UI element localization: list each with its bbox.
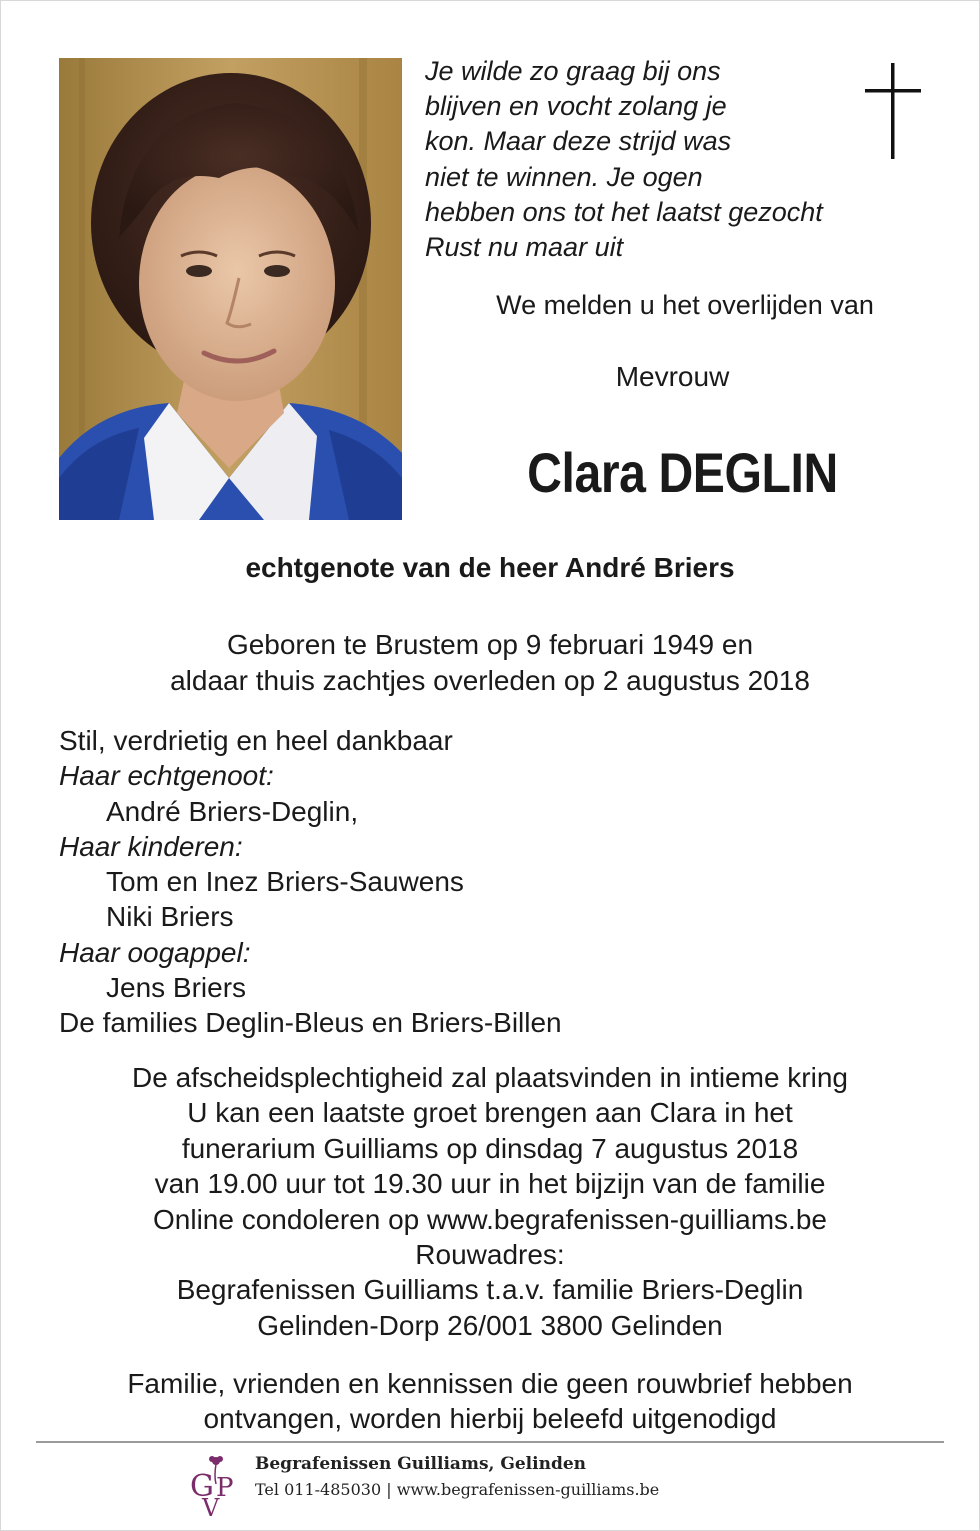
- funeral-home-logo: [188, 1454, 242, 1518]
- closing-text: [0, 1366, 980, 1436]
- footer-divider: [36, 1441, 944, 1443]
- poem-line: kon. Maar deze strijd was: [425, 126, 732, 157]
- ceremony-line: funerarium Guilliams op dinsdag 7 augustus 2018: [181, 1132, 799, 1164]
- ceremony-info: [0, 1060, 980, 1343]
- deceased-name: Clara DEGLIN: [527, 441, 838, 504]
- address-heading: Rouwadres:: [415, 1239, 565, 1271]
- grandchild-name: Jens Briers: [106, 972, 247, 1004]
- poem-line: Rust nu maar uit: [425, 232, 624, 263]
- portrait-photo: [59, 58, 402, 520]
- family-list: [59, 723, 939, 1041]
- ceremony-line: van 19.00 uur tot 19.30 uur in het bijzijn van de familie: [154, 1168, 826, 1200]
- spouse-line: echtgenote van de heer André Briers: [245, 552, 735, 583]
- poem-line: blijven en vocht zolang je: [425, 91, 727, 122]
- poem: [425, 54, 905, 265]
- birth-death-text: [0, 627, 980, 699]
- extended-families: De families Deglin-Bleus en Briers-Billen: [59, 1007, 562, 1039]
- husband-name: André Briers-Deglin,: [106, 795, 359, 827]
- address-line: Begrafenissen Guilliams t.a.v. familie Briers-Deglin: [176, 1274, 804, 1306]
- closing-line: ontvangen, worden hierbij beleefd uitgenodigd: [203, 1403, 777, 1434]
- children-heading: Haar kinderen:: [59, 830, 243, 862]
- funeral-home-contact[interactable]: Tel 011-485030 | www.begrafenissen-guilliams.be: [255, 1480, 660, 1499]
- child-name: Niki Briers: [106, 901, 234, 933]
- ceremony-line: De afscheidsplechtigheid zal plaatsvinden in intieme kring: [132, 1062, 848, 1093]
- announcement-text: We melden u het overlijden van: [496, 290, 874, 320]
- child-name: Tom en Inez Briers-Sauwens: [106, 866, 464, 898]
- svg-text:G: G: [190, 1469, 214, 1504]
- funeral-home-name: Begrafenissen Guilliams, Gelinden: [255, 1454, 587, 1474]
- svg-text:V: V: [202, 1494, 220, 1518]
- poem-line: niet te winnen. Je ogen: [425, 161, 703, 192]
- ceremony-line: U kan een laatste groet brengen aan Clara in het: [187, 1097, 793, 1129]
- address-line: Gelinden-Dorp 26/001 3800 Gelinden: [257, 1309, 723, 1341]
- birth-line: Geboren te Brustem op 9 februari 1949 en: [226, 629, 754, 660]
- grandchild-heading: Haar oogappel:: [59, 936, 251, 968]
- condolence-link[interactable]: Online condoleren op www.begrafenissen-guilliams.be: [153, 1203, 827, 1235]
- poem-line: Je wilde zo graag bij ons: [425, 56, 721, 86]
- death-line: aldaar thuis zachtjes overleden op 2 augustus 2018: [170, 665, 810, 696]
- family-intro: Stil, verdrietig en heel dankbaar: [59, 725, 453, 756]
- poem-line: hebben ons tot het laatst gezocht: [425, 196, 823, 227]
- honorific: Mevrouw: [615, 361, 730, 392]
- closing-line: Familie, vrienden en kennissen die geen rouwbrief hebben: [127, 1368, 853, 1399]
- latin-cross-icon: [865, 63, 921, 159]
- svg-text:P: P: [216, 1473, 234, 1503]
- husband-heading: Haar echtgenoot:: [59, 760, 274, 792]
